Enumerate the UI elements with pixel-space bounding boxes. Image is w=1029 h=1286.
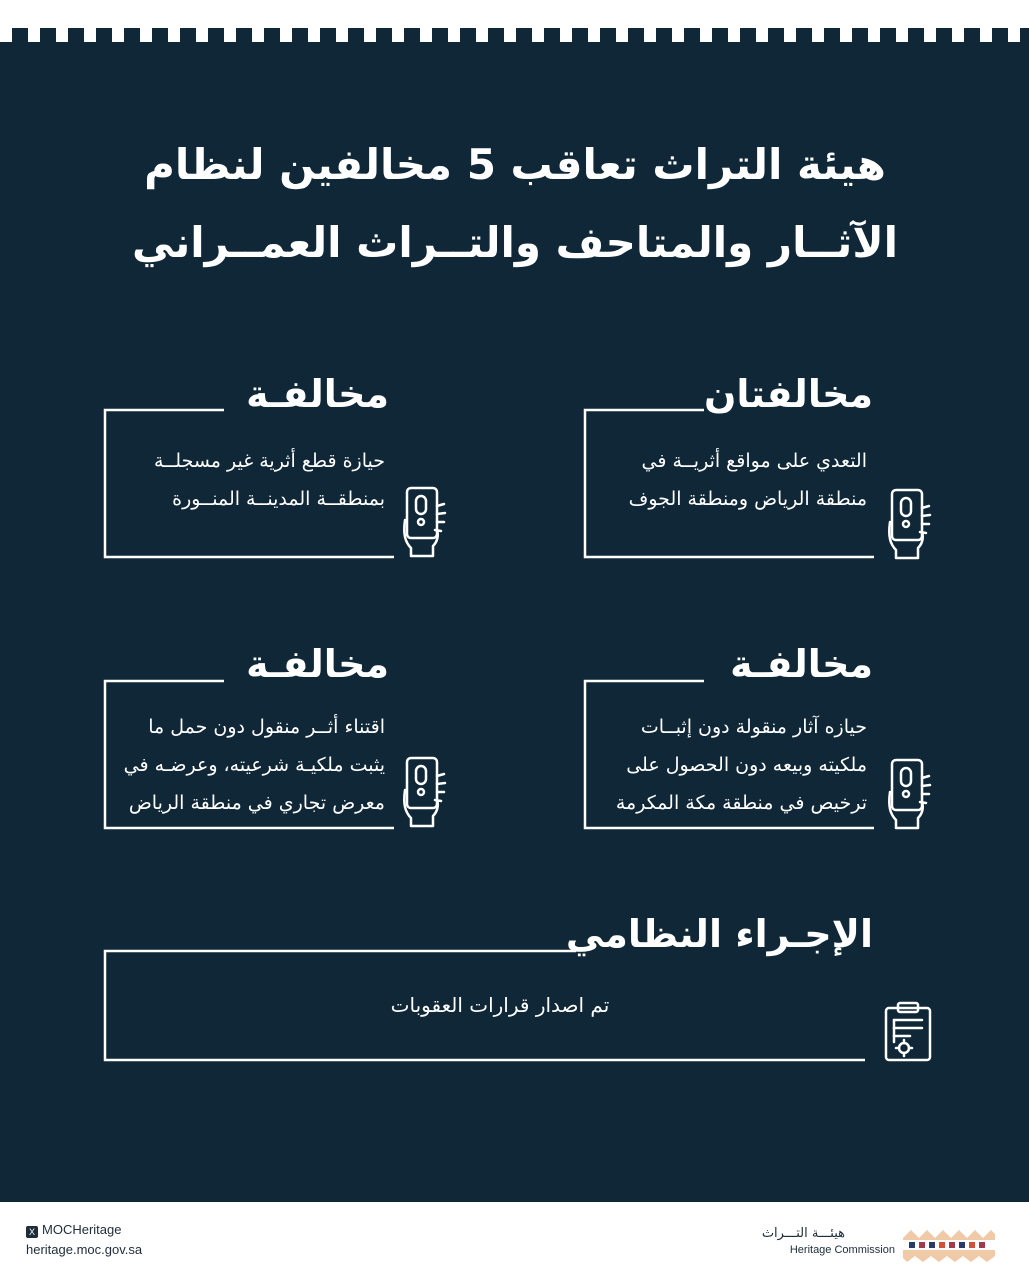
hand-phone-alert-icon xyxy=(886,486,934,564)
crenel-block xyxy=(740,28,756,44)
card-text-line: يثبت ملكيـة شرعيته، وعرضـه في xyxy=(123,754,385,776)
crenel-block xyxy=(600,28,616,44)
crenel-block xyxy=(824,28,840,44)
card-text-line: التعدي على مواقع أثريــة في xyxy=(641,450,867,472)
card-text-left-middle xyxy=(85,708,385,822)
card-text-line: اقتناء أثــر منقول دون حمل ما xyxy=(148,716,385,738)
procedure-title: الإجـراء النظامي xyxy=(565,912,873,956)
card-text-line: حيازة قطع أثرية غير مسجلــة xyxy=(153,450,385,472)
social-handle-text: MOCHeritage xyxy=(42,1222,122,1237)
card-text-line: حيازه آثار منقولة دون إثبــات xyxy=(640,716,867,738)
crenel-block xyxy=(404,28,420,44)
crenellation-border xyxy=(0,0,1029,60)
crenel-block xyxy=(516,28,532,44)
crenel-block xyxy=(768,28,784,44)
crenel-block xyxy=(264,28,280,44)
card-text-line: ترخيص في منطقة مكة المكرمة xyxy=(615,792,867,814)
crenel-block xyxy=(852,28,868,44)
card-text-left-top xyxy=(85,442,385,518)
crenel-block xyxy=(992,28,1008,44)
crenel-block xyxy=(208,28,224,44)
crenel-block xyxy=(908,28,924,44)
website-link[interactable]: heritage.moc.gov.sa xyxy=(26,1242,143,1257)
crenel-block xyxy=(544,28,560,44)
org-name-arabic: هيئـــة التـــراث xyxy=(761,1226,845,1241)
x-logo-icon: X xyxy=(26,1226,38,1238)
crenel-block xyxy=(684,28,700,44)
clipboard-gear-icon xyxy=(882,1000,934,1064)
card-text-right-top xyxy=(567,442,867,518)
crenel-block xyxy=(712,28,728,44)
card-text-right-middle xyxy=(567,708,867,822)
crenel-block xyxy=(880,28,896,44)
crenel-block xyxy=(320,28,336,44)
card-text-line: منطقة الرياض ومنطقة الجوف xyxy=(628,488,867,510)
card-text-line: بمنطقــة المدينــة المنــورة xyxy=(172,488,385,510)
card-title-left-middle: مخالفـة xyxy=(246,642,389,686)
crenel-block xyxy=(180,28,196,44)
hand-phone-alert-icon xyxy=(401,484,449,562)
card-text-line: ملكيته وبيعه دون الحصول على xyxy=(626,754,867,776)
crenel-block xyxy=(488,28,504,44)
hand-phone-alert-icon xyxy=(401,754,449,832)
crenel-block xyxy=(152,28,168,44)
crenel-block xyxy=(432,28,448,44)
crenel-block xyxy=(124,28,140,44)
crenel-block xyxy=(572,28,588,44)
crenel-block xyxy=(460,28,476,44)
crenel-block xyxy=(68,28,84,44)
social-handle[interactable] xyxy=(26,1222,121,1238)
card-text-line: معرض تجاري في منطقة الرياض xyxy=(128,792,385,814)
card-title-right-middle: مخالفـة xyxy=(730,642,873,686)
crenel-block xyxy=(236,28,252,44)
heritage-commission-logo-icon xyxy=(903,1226,995,1262)
crenel-block xyxy=(376,28,392,44)
card-title-right-top: مخالفتان xyxy=(703,372,873,416)
footer xyxy=(0,1202,1029,1286)
crenel-block xyxy=(796,28,812,44)
page-title-line-1: هيئة التراث تعاقب 5 مخالفين لنظام xyxy=(144,140,886,189)
crenel-block xyxy=(12,28,28,44)
page-title-line-2: الآثــار والمتاحف والتــراث العمــراني xyxy=(132,218,898,267)
card-title-left-top: مخالفـة xyxy=(246,372,389,416)
crenel-block xyxy=(1020,28,1029,44)
crenel-block xyxy=(628,28,644,44)
crenel-block xyxy=(656,28,672,44)
org-name-english: Heritage Commission xyxy=(789,1244,895,1256)
crenel-block xyxy=(348,28,364,44)
hand-phone-alert-icon xyxy=(886,756,934,834)
crenel-block xyxy=(96,28,112,44)
crenel-block xyxy=(964,28,980,44)
procedure-text: تم اصدار قرارات العقوبات xyxy=(390,993,610,1017)
crenel-block xyxy=(292,28,308,44)
crenel-block xyxy=(40,28,56,44)
crenel-block xyxy=(936,28,952,44)
